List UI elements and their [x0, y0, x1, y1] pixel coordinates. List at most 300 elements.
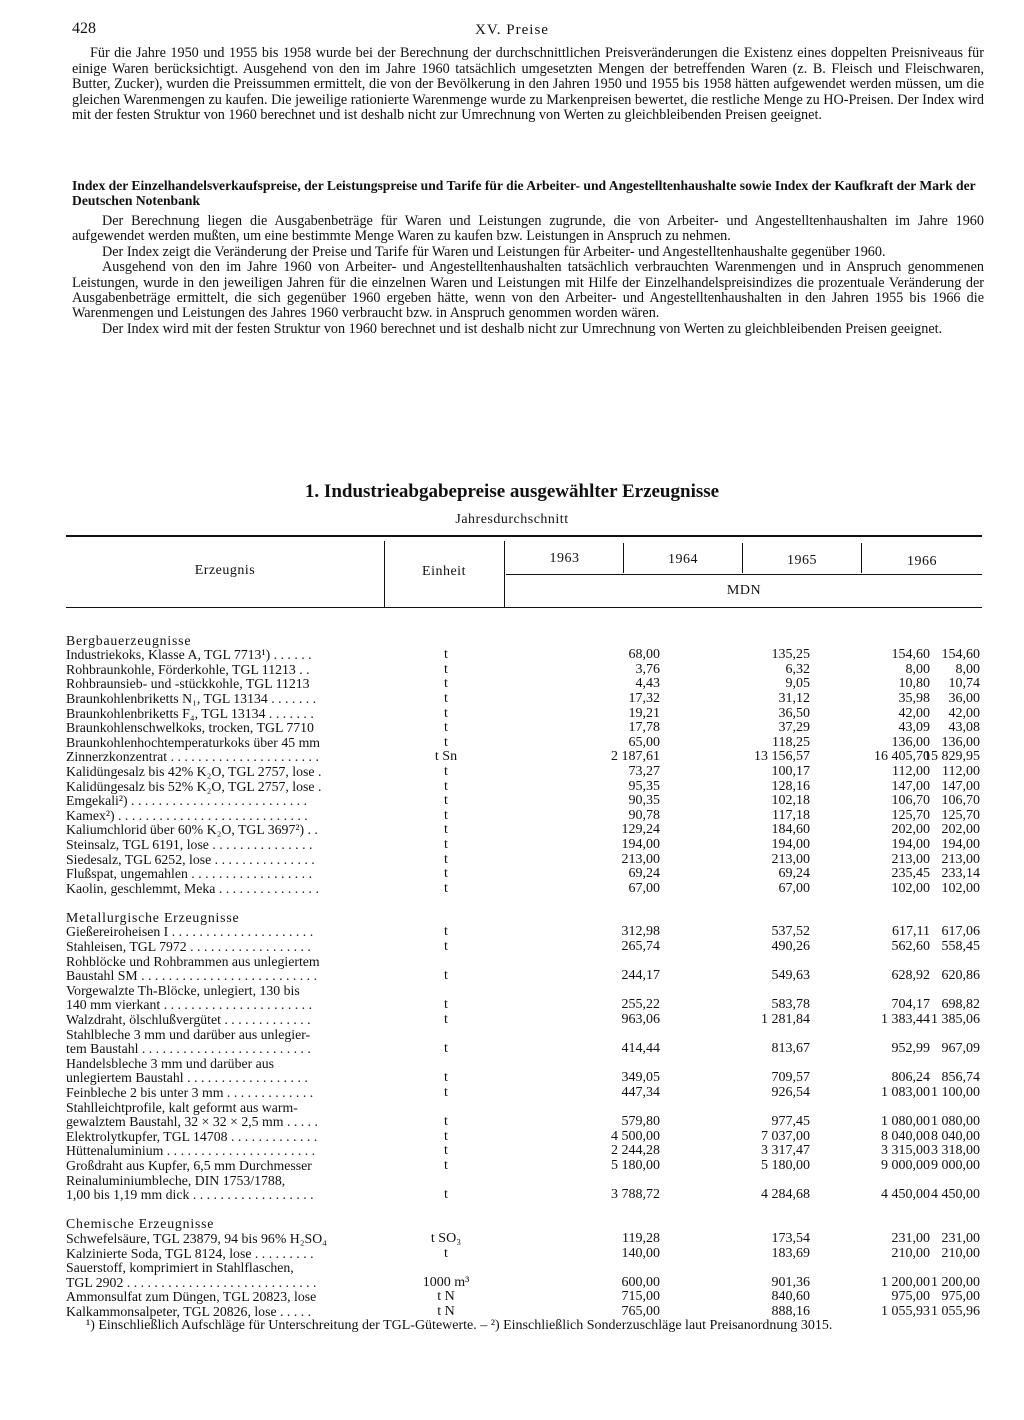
table-cell: [812, 619, 930, 634]
table-cell: 69,24: [778, 867, 810, 882]
cell-text: 1 200,00: [931, 1274, 980, 1290]
table-cell: 1000 m³: [422, 1275, 470, 1290]
table-cell: [932, 911, 980, 926]
cell-text: 975,00: [941, 1289, 980, 1305]
table-cell: 3 315,00: [881, 1144, 930, 1159]
index-paragraph: Der Index zeigt die Veränderung der Preise und Tarife für Waren und Leistungen für Arbeiter- und Angestelltenhaushalte gegenüber 1960.: [102, 243, 886, 260]
table-cell: 704,17: [891, 998, 930, 1013]
header-currency: MDN: [726, 583, 762, 598]
cell-text: 698,82: [941, 997, 980, 1013]
table-cell: t: [444, 823, 448, 838]
table-cell: 4 500,00: [611, 1129, 660, 1144]
product-line: Emgekali²) . . . . . . . . . . . . . . . . . . . . . . . . . .: [66, 794, 307, 809]
table-cell: [932, 1247, 980, 1262]
table-cell: [506, 1028, 660, 1043]
table-cell: 36,50: [778, 706, 810, 721]
table-cell: [662, 1217, 810, 1232]
table-cell: [932, 1086, 980, 1101]
table-cell: 975,00: [891, 1290, 930, 1305]
value-column-1963: [506, 619, 660, 1320]
cell-text: 213,00: [941, 851, 980, 867]
table-cell: t: [444, 764, 448, 779]
table-cell: 173,54: [771, 1231, 810, 1246]
table-cell: 43,09: [898, 721, 930, 736]
cell-text: 967,09: [941, 1041, 980, 1057]
product-line: Steinsalz, TGL 6191, lose . . . . . . . . . . . . . . .: [66, 837, 313, 852]
table-cell: 202,00: [891, 823, 930, 838]
table-cell: 840,60: [771, 1290, 810, 1305]
table-cell: 2 187,61: [611, 750, 660, 765]
table-cell: [932, 648, 980, 663]
table-cell: [932, 984, 980, 999]
table-cell: [932, 998, 980, 1013]
table-cell: 235,45: [891, 867, 930, 882]
table-cell: 128,16: [771, 779, 810, 794]
table-cell: [932, 1174, 980, 1189]
table-cell: [812, 1217, 930, 1232]
cell-text: 1 385,06: [931, 1012, 980, 1028]
table-cell: 73,27: [628, 764, 660, 779]
intro-text: [72, 46, 984, 124]
cell-text: 147,00: [941, 778, 980, 794]
header-product: Erzeugnis: [194, 563, 256, 578]
table-cell: 69,24: [628, 867, 660, 882]
table-cell: t: [444, 1013, 448, 1028]
table-cell: 2 244,28: [611, 1144, 660, 1159]
header-year-1963: 1963: [549, 551, 580, 566]
table-cell: [932, 809, 980, 824]
table-cell: t: [444, 852, 448, 867]
cell-text: 43,08: [948, 720, 980, 736]
table-cell: [924, 749, 980, 765]
table-cell: [812, 634, 930, 649]
cell-text: 136,00: [941, 734, 980, 750]
table-cell: 118,25: [772, 735, 810, 750]
table-cell: 813,67: [771, 1042, 810, 1057]
product-line: Baustahl SM . . . . . . . . . . . . . . . . . . . . . . . . . .: [66, 969, 318, 984]
cell-text: 15 829,95: [924, 749, 980, 765]
table-cell: [812, 1101, 930, 1116]
table-cell: 8 040,00: [881, 1129, 930, 1144]
price-table: [66, 535, 982, 1319]
header-year-1965: 1965: [787, 553, 817, 568]
index-body: [72, 214, 984, 337]
table-cell: 3 788,72: [611, 1188, 660, 1203]
product-line: Kaolin, geschlemmt, Meka . . . . . . . . . . . . . . .: [66, 881, 319, 896]
cell-text: 617,06: [941, 924, 980, 940]
table-cell: 617,11: [892, 925, 930, 940]
table-cell: [812, 984, 930, 999]
table-cell: [506, 955, 660, 970]
product-line: Stahlleichtprofile, kalt geformt aus warm-: [66, 1100, 298, 1115]
product-line: [66, 896, 382, 911]
table-cell: 95,35: [628, 779, 660, 794]
table-cell: [932, 794, 980, 809]
table-cell: 265,74: [621, 940, 660, 955]
product-line: Industriekoks, Klasse A, TGL 7713¹) . . . . . .: [66, 648, 312, 663]
table-cell: [932, 721, 980, 736]
table-cell: 16 405,70: [874, 750, 930, 765]
intro-paragraph: Für die Jahre 1950 und 1955 bis 1958 wurde bei der Berechnung der durchschnittlichen Preisveränderungen die Existenz eines doppelten Preisniveaus für einige Waren berücksichtigt. Ausgehend von den im Jahre 1960 tatsächlich umgesetzten Mengen der betreffenden Waren (z. B. Fleisch und Fleischwaren, Butter, Zucker), wurden die Preissummen ermittelt, die von der Bevölkerung in den Jahren 1950 und 1955 bis 1958 hätten aufgewendet werden müssen, um die gleichen Warenmengen zu kaufen. Die jeweilige rationierte Warenmenge wurde zu Markenpreisen bewertet, die restliche Menge zu HO-Preisen. Der Index wird mit der festen Struktur von 1960 berechnet und ist deshalb nicht zur Umrechnung von Werten zu gleichbleibenden Preisen geeignet.: [72, 45, 984, 124]
header-year-1964: 1964: [668, 552, 698, 567]
table-cell: [932, 780, 980, 795]
table-cell: [932, 663, 980, 678]
cell-text: 1 080,00: [931, 1114, 980, 1130]
cell-text: 8 040,00: [931, 1128, 980, 1144]
table-cell: t: [444, 735, 448, 750]
section-heading: Chemische Erzeugnisse: [66, 1217, 215, 1232]
table-cell: [386, 634, 506, 649]
table-cell: 628,92: [891, 969, 930, 984]
table-cell: [662, 1101, 810, 1116]
table-cell: [386, 955, 506, 970]
table-cell: t: [444, 1188, 448, 1203]
section-heading: Metallurgische Erzeugnisse: [66, 910, 240, 925]
table-cell: t: [444, 1071, 448, 1086]
table-cell: t: [444, 706, 448, 721]
footnotes: ¹) Einschließlich Aufschläge für Unterschreitung der TGL-Gütewerte. – ²) Einschließlich Sonderzuschläge laut Preisanordnung 3015.: [86, 1318, 833, 1333]
table-cell: 9,05: [785, 677, 810, 692]
table-cell: [386, 896, 506, 911]
table-cell: t: [444, 662, 448, 677]
product-line: Rohblöcke und Rohbrammen aus unlegiertem: [66, 954, 320, 969]
table-cell: [812, 911, 930, 926]
table-cell: 102,18: [771, 794, 810, 809]
table-cell: 1 055,93: [881, 1304, 930, 1319]
table-cell: [932, 1144, 980, 1159]
table-cell: [932, 619, 980, 634]
table-cell: t: [444, 794, 448, 809]
table-cell: 117,18: [772, 808, 810, 823]
page-number: 428: [72, 20, 96, 37]
table-cell: t: [444, 837, 448, 852]
table-cell: [932, 692, 980, 707]
table-cell: t: [444, 808, 448, 823]
table-cell: 5 180,00: [761, 1158, 810, 1173]
table-cell: [932, 765, 980, 780]
table-cell: 102,00: [891, 881, 930, 896]
table-cell: t: [444, 1115, 448, 1130]
table-cell: [932, 707, 980, 722]
product-line: Kalkammonsalpeter, TGL 20826, lose . . . . .: [66, 1304, 312, 1319]
table-cell: 8,00: [905, 662, 930, 677]
table-cell: [932, 1188, 980, 1203]
product-line: Kalzinierte Soda, TGL 8124, lose . . . . . . . . .: [66, 1246, 314, 1261]
product-line: Siedesalz, TGL 6252, lose . . . . . . . . . . . . . . .: [66, 852, 315, 867]
table-cell: [506, 1203, 660, 1218]
table-cell: [386, 619, 506, 634]
table-cell: 255,22: [621, 998, 660, 1013]
table-cell: [812, 1057, 930, 1072]
table-cell: 31,12: [778, 691, 810, 706]
product-line: 140 mm vierkant . . . . . . . . . . . . . . . . . . . . . .: [66, 998, 313, 1013]
table-cell: 447,34: [621, 1086, 660, 1100]
table-cell: 140,00: [621, 1246, 660, 1261]
index-paragraph: Der Berechnung liegen die Ausgabenbeträge für Waren und Leistungen zugrunde, die von Arbeiter- und Angestelltenhaushalten im Jahre 1960 aufgewendet werden mußten, um eine bestimmte Menge Waren zu kaufen bzw. Leistungen in Anspruch zu nehmen.: [72, 213, 984, 245]
product-line: TGL 2902 . . . . . . . . . . . . . . . . . . . . . . . . . . . .: [66, 1275, 317, 1290]
table-cell: [506, 896, 660, 911]
table-cell: t: [444, 940, 448, 955]
cell-text: 42,00: [948, 705, 980, 721]
product-line: Stahleisen, TGL 7972 . . . . . . . . . . . . . . . . . .: [66, 940, 311, 955]
table-cell: 37,29: [778, 721, 810, 736]
value-column-1964: [662, 619, 810, 1320]
product-line: Vorgewalzte Th-Blöcke, unlegiert, 130 bis: [66, 983, 300, 998]
table-cell: 42,00: [898, 706, 930, 721]
index-paragraph: Ausgehend von den im Jahre 1960 von Arbeiter- und Angestelltenhaushalten tatsächlich verbrauchten Warenmengen und in Anspruch genommenen Leistungen, wurde in den jeweiligen Jahren für die einzelnen Waren und Leistungen mit Hilfe der Einzelhandelspreisindizes die prozentuale Veränderung der Ausgabenbeträge ermittelt, die sich gegenüber 1960 ergeben hätte, wenn von den Arbeiter- und Angestelltenhaushalten in den Jahren 1955 bis 1966 die Warenmengen und Leistungen des Jahres 1960 verbraucht bzw. in Anspruch genommen worden wären.: [72, 259, 984, 322]
table-cell: [932, 882, 980, 897]
cell-text: 36,00: [948, 690, 980, 706]
table-cell: t: [444, 1086, 448, 1100]
table-cell: 414,44: [621, 1042, 660, 1057]
table-cell: 129,24: [621, 823, 660, 838]
table-cell: 35,98: [898, 691, 930, 706]
table-cell: 100,17: [771, 764, 810, 779]
table-cell: [662, 1261, 810, 1276]
table-cell: [812, 1261, 930, 1276]
running-head: XV. Preise: [475, 22, 549, 38]
table-cell: 3 317,47: [761, 1144, 810, 1159]
cell-text: 233,14: [941, 866, 980, 882]
table-cell: [506, 634, 660, 649]
table-cell: t: [444, 867, 448, 882]
product-line: Braunkohlenhochtemperaturkoks über 45 mm: [66, 735, 321, 750]
value-column-1965: [812, 619, 930, 1320]
table-top-rule: [66, 535, 982, 537]
table-cell: t N: [437, 1304, 455, 1319]
cell-text: 1 100,00: [931, 1085, 980, 1100]
table-cell: 1 200,00: [881, 1275, 930, 1290]
table-cell: 125,70: [891, 808, 930, 823]
table-cell: [812, 1203, 930, 1218]
table-cell: [662, 911, 810, 926]
table-cell: 888,16: [771, 1304, 810, 1319]
table-cell: [386, 1174, 506, 1189]
table-cell: 112,00: [892, 764, 930, 779]
table-cell: [932, 1042, 980, 1057]
table-cell: [932, 1217, 980, 1232]
table-cell: 977,45: [771, 1115, 810, 1130]
table-cell: 349,05: [621, 1071, 660, 1086]
table-cell: [932, 1115, 980, 1130]
table-cell: [386, 984, 506, 999]
table-cell: [386, 1261, 506, 1276]
table-cell: [932, 1013, 980, 1028]
table-cell: 244,17: [621, 969, 660, 984]
table-cell: [932, 1028, 980, 1043]
table-cell: 4 284,68: [761, 1188, 810, 1203]
table-cell: 106,70: [891, 794, 930, 809]
table-cell: 67,00: [628, 881, 660, 896]
table-cell: 600,00: [621, 1275, 660, 1290]
table-cell: 184,60: [771, 823, 810, 838]
product-line: Sauerstoff, komprimiert in Stahlflaschen,: [66, 1261, 294, 1276]
cell-text: 154,60: [941, 647, 980, 663]
cell-text: 558,45: [941, 939, 980, 955]
table-cell: t: [444, 691, 448, 706]
product-line: Großdraht aus Kupfer, 6,5 mm Durchmesser: [66, 1158, 312, 1173]
table-cell: 194,00: [621, 837, 660, 852]
product-line: 1,00 bis 1,19 mm dick . . . . . . . . . . . . . . . . . .: [66, 1188, 314, 1203]
table-cell: [386, 1217, 506, 1232]
table-cell: [932, 853, 980, 868]
table-cell: [932, 1071, 980, 1086]
product-line: Stahlbleche 3 mm und darüber aus unlegier-: [66, 1027, 311, 1042]
table-cell: t: [444, 1246, 448, 1261]
table-cell: [932, 1261, 980, 1276]
table-cell: 183,69: [771, 1246, 810, 1261]
table-cell: 1 281,84: [761, 1013, 810, 1028]
table-cell: [932, 1101, 980, 1116]
table-cell: 952,99: [891, 1042, 930, 1057]
table-cell: 7 037,00: [761, 1129, 810, 1144]
table-cell: [932, 1276, 980, 1291]
cell-text: 620,86: [941, 968, 980, 984]
table-cell: [812, 955, 930, 970]
cell-text: 112,00: [942, 763, 980, 779]
table-cell: 210,00: [891, 1246, 930, 1261]
table-cell: 13 156,57: [754, 750, 810, 765]
table-cell: 231,00: [891, 1231, 930, 1246]
product-line: Kalidüngesalz bis 42% K₂O, TGL 2757, lose .: [66, 764, 322, 779]
table-cell: [932, 1232, 980, 1247]
table-cell: [932, 1159, 980, 1174]
table-cell: 136,00: [891, 735, 930, 750]
table-subtitle: Jahresdurchschnitt: [455, 512, 569, 527]
table-cell: 963,06: [621, 1013, 660, 1028]
table-cell: 765,00: [621, 1304, 660, 1319]
table-cell: t: [444, 648, 448, 663]
table-cell: [662, 619, 810, 634]
product-line: Handelsbleche 3 mm und darüber aus: [66, 1056, 275, 1071]
table-cell: [932, 940, 980, 955]
table-cell: [386, 911, 506, 926]
table-cell: [932, 1130, 980, 1145]
table-cell: t: [444, 779, 448, 794]
table-cell: 1 083,00: [881, 1086, 930, 1100]
cell-text: 9 000,00: [931, 1157, 980, 1173]
table-cell: 17,78: [628, 721, 660, 736]
table-cell: [506, 1101, 660, 1116]
product-line: Kalidüngesalz bis 52% K₂O, TGL 2757, lose .: [66, 779, 322, 794]
table-cell: 4,43: [635, 677, 660, 692]
table-cell: 9 000,00: [881, 1158, 930, 1173]
table-cell: 68,00: [628, 648, 660, 663]
product-line: Braunkohlenbriketts N₁, TGL 13134 . . . . . . .: [66, 691, 317, 706]
table-cell: [812, 1028, 930, 1043]
product-line: Walzdraht, ölschlußvergütet . . . . . . . . . . . . .: [66, 1013, 311, 1028]
product-line: Gießereiroheisen I . . . . . . . . . . . . . . . . . . . . .: [66, 925, 314, 940]
table-cell: [812, 1174, 930, 1189]
section-heading: Bergbauerzeugnisse: [66, 633, 192, 648]
cell-text: 102,00: [941, 880, 980, 896]
table-cell: t: [444, 1144, 448, 1159]
table-cell: [932, 823, 980, 838]
cell-text: 106,70: [941, 793, 980, 809]
table-cell: t: [444, 925, 448, 940]
unit-column: [386, 619, 506, 1320]
table-cell: 1 080,00: [881, 1115, 930, 1130]
table-cell: [662, 1028, 810, 1043]
table-cell: [386, 1057, 506, 1072]
table-cell: 715,00: [621, 1290, 660, 1305]
table-cell: 3,76: [635, 662, 660, 677]
table-cell: 579,80: [621, 1115, 660, 1130]
table-cell: 926,54: [771, 1086, 810, 1100]
table-cell: 4 450,00: [881, 1188, 930, 1203]
cell-text: 1 055,96: [931, 1303, 980, 1319]
table-cell: 213,00: [891, 852, 930, 867]
table-cell: 562,60: [891, 940, 930, 955]
index-heading: Index der Einzelhandelsverkaufspreise, der Leistungspreise und Tarife für die Arbeiter- und Angestelltenhaushalte sowie Index der Kaufkraft der Mark der Deutschen Notenbank: [72, 178, 976, 209]
table-cell: t: [444, 881, 448, 896]
table-cell: 154,60: [891, 648, 930, 663]
table-cell: [662, 1203, 810, 1218]
cell-text: 10,74: [948, 676, 980, 692]
table-cell: [386, 1203, 506, 1218]
header-year-1966: 1966: [907, 554, 937, 569]
table-cell: [506, 984, 660, 999]
table-cell: 65,00: [628, 735, 660, 750]
table-cell: [662, 1174, 810, 1189]
table-cell: 490,26: [771, 940, 810, 955]
table-cell: [932, 1203, 980, 1218]
product-line: Braunkohlenschwelkoks, trocken, TGL 7710: [66, 721, 314, 736]
table-cell: t N: [437, 1290, 455, 1305]
table-cell: 10,80: [898, 677, 930, 692]
table-cell: t: [444, 998, 448, 1013]
table-cell: [662, 634, 810, 649]
cell-text: 8,00: [955, 661, 980, 677]
cell-text: 194,00: [941, 836, 980, 852]
header-unit: Einheit: [422, 564, 466, 579]
product-line: Flußspat, ungemahlen . . . . . . . . . . . . . . . . . .: [66, 867, 313, 882]
table-cell: [662, 1057, 810, 1072]
table-cell: 194,00: [771, 837, 810, 852]
table-cell: 19,21: [628, 706, 660, 721]
value-column-1966: [924, 619, 980, 1320]
cell-text: 856,74: [941, 1070, 980, 1086]
cell-text: 4 450,00: [931, 1187, 980, 1203]
years-rule: [506, 574, 982, 575]
product-line: Feinbleche 2 bis unter 3 mm . . . . . . . . . . . . .: [66, 1086, 314, 1100]
table-cell: 213,00: [771, 852, 810, 867]
table-cell: [932, 969, 980, 984]
table-cell: [386, 1028, 506, 1043]
cell-text: 125,70: [941, 807, 980, 823]
table-title: 1. Industrieabgabepreise ausgewählter Erzeugnisse: [304, 481, 720, 502]
table-cell: 213,00: [621, 852, 660, 867]
product-line: Rohbraunkohle, Förderkohle, TGL 11213 . .: [66, 662, 310, 677]
table-cell: [932, 1057, 980, 1072]
table-cell: [932, 955, 980, 970]
product-line: gewalztem Baustahl, 32 × 32 × 2,5 mm . . . . .: [66, 1115, 318, 1130]
table-cell: [506, 1261, 660, 1276]
table-cell: t: [444, 1042, 448, 1057]
table-cell: 119,28: [622, 1231, 660, 1246]
product-line: Rohbraunsieb- und -stückkohle, TGL 11213: [66, 677, 310, 692]
table-cell: t SO₃: [430, 1231, 462, 1246]
product-line: Braunkohlenbriketts F₄, TGL 13134 . . . . . . .: [66, 706, 314, 721]
table-cell: 1 383,44: [881, 1013, 930, 1028]
table-cell: 194,00: [891, 837, 930, 852]
table-cell: [662, 896, 810, 911]
table-cell: [932, 896, 980, 911]
cell-text: 210,00: [941, 1245, 980, 1261]
table-cell: 135,25: [771, 648, 810, 663]
product-line: Kamex²) . . . . . . . . . . . . . . . . . . . . . . . . . . . .: [66, 808, 308, 823]
table-cell: [506, 619, 660, 634]
